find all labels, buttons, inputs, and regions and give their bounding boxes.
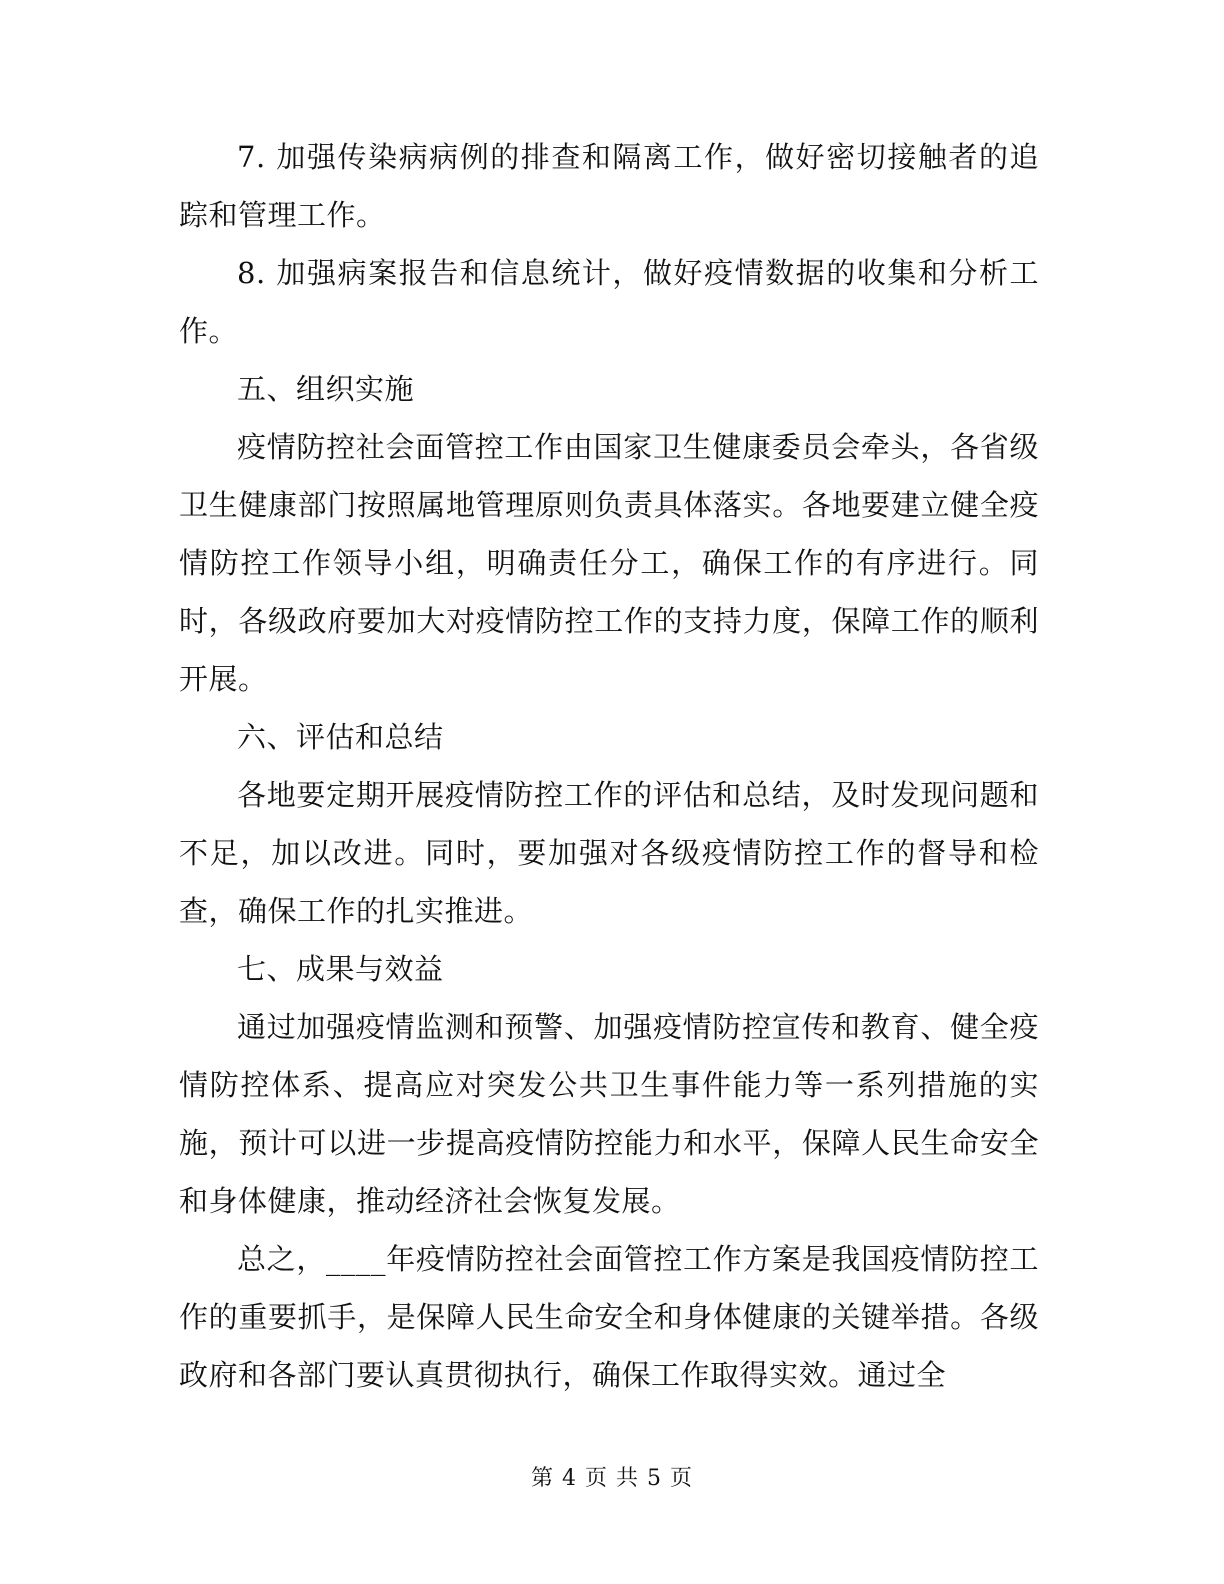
section-heading-organize: 五、组织实施 (237, 372, 415, 406)
document-body (179, 128, 1039, 1404)
list-item-7: 7. 加强传染病病例的排查和隔离工作，做好密切接触者的追踪和管理工作。 (179, 140, 1039, 232)
body-paragraph-evaluate: 各地要定期开展疫情防控工作的评估和总结，及时发现问题和不足，加以改进。同时，要加强对各级疫情防控工作的督导和检查，确保工作的扎实推进。 (179, 778, 1039, 928)
section-heading-evaluate: 六、评估和总结 (237, 720, 444, 754)
body-paragraph-results: 通过加强疫情监测和预警、加强疫情防控宣传和教育、健全疫情防控体系、提高应对突发公共卫生事件能力等一系列措施的实施，预计可以进一步提高疫情防控能力和水平，保障人民生命安全和身体健康，推动经济社会恢复发展。 (179, 1010, 1039, 1218)
page-number-footer: 第 4 页 共 5 页 (531, 1466, 693, 1491)
body-paragraph-summary: 总之，____年疫情防控社会面管控工作方案是我国疫情防控工作的重要抓手，是保障人民生命安全和身体健康的关键举措。各级政府和各部门要认真贯彻执行，确保工作取得实效。通过全 (179, 1242, 1039, 1392)
body-paragraph-organize: 疫情防控社会面管控工作由国家卫生健康委员会牵头，各省级卫生健康部门按照属地管理原则负责具体落实。各地要建立健全疫情防控工作领导小组，明确责任分工，确保工作的有序进行。同时，各级政府要加大对疫情防控工作的支持力度，保障工作的顺利开展。 (179, 430, 1039, 696)
section-heading-results: 七、成果与效益 (237, 952, 444, 986)
list-item-8: 8. 加强病案报告和信息统计，做好疫情数据的收集和分析工作。 (179, 256, 1039, 348)
